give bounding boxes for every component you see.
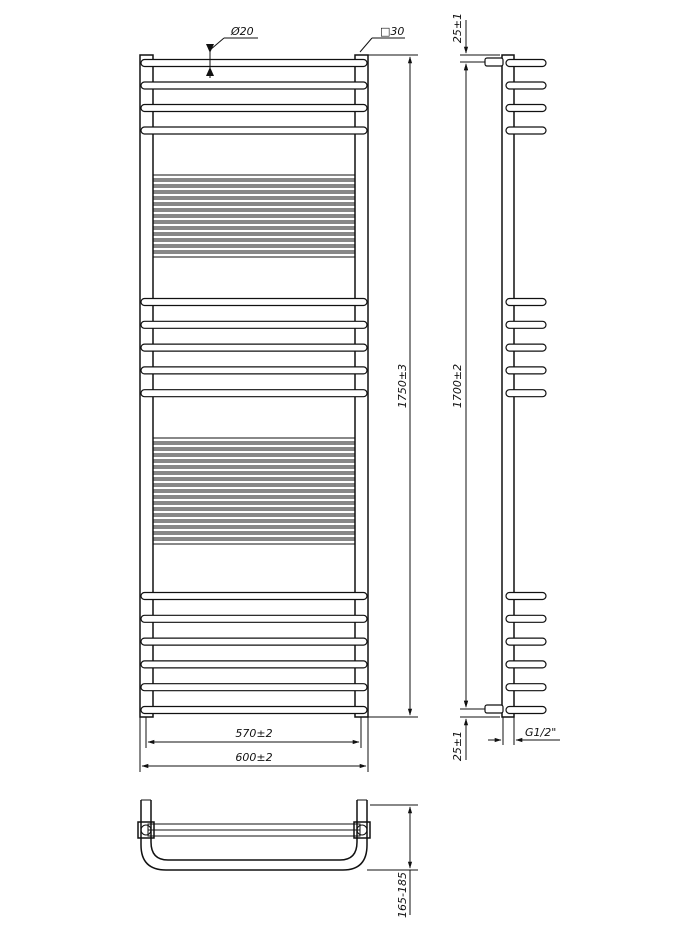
- dense-rail: [153, 444, 355, 448]
- dense-rail: [153, 468, 355, 472]
- towel-rail: [141, 615, 367, 622]
- side-rails: [506, 60, 546, 714]
- side-rail: [506, 661, 546, 668]
- dense-rail: [153, 504, 355, 508]
- top-offset-label: 25±1: [451, 12, 464, 44]
- side-rail: [506, 684, 546, 691]
- inner-width-dimension: [146, 717, 361, 748]
- dense-rail: [153, 522, 355, 526]
- side-rail: [506, 321, 546, 328]
- towel-rail: [141, 390, 367, 397]
- side-rail: [506, 127, 546, 134]
- thread-dimension: [488, 717, 560, 745]
- side-rail: [506, 299, 546, 306]
- front-rails: [141, 60, 367, 714]
- towel-rail: [141, 638, 367, 645]
- top-view: [138, 800, 370, 870]
- towel-rail: [141, 299, 367, 306]
- side-rail: [506, 638, 546, 645]
- dense-rail: [153, 492, 355, 496]
- dense-rail: [153, 516, 355, 520]
- side-rail: [506, 60, 546, 67]
- dense-rail: [153, 211, 355, 215]
- towel-rail: [141, 661, 367, 668]
- bottom-offset-label: 25±1: [451, 730, 464, 762]
- bottom-inlet-pipe: [485, 705, 503, 713]
- side-rail: [506, 367, 546, 374]
- inner-width-label: 570±2: [235, 727, 273, 740]
- dense-rail: [153, 510, 355, 514]
- towel-rail: [141, 321, 367, 328]
- dense-rail: [153, 462, 355, 466]
- dense-rail: [153, 187, 355, 191]
- dense-rail: [153, 438, 355, 442]
- dense-rail: [153, 235, 355, 239]
- dense-rail: [153, 480, 355, 484]
- thread-label: G1/2": [525, 726, 557, 739]
- side-rail: [506, 390, 546, 397]
- dense-rail: [153, 528, 355, 532]
- tube-diameter-callout: [206, 25, 258, 78]
- dense-rail: [153, 229, 355, 233]
- towel-rail: [141, 593, 367, 600]
- side-rail: [506, 344, 546, 351]
- side-rail: [506, 105, 546, 112]
- dense-rail: [153, 540, 355, 544]
- axis-height-label: 1700±2: [451, 363, 464, 409]
- towel-rail: [141, 60, 367, 67]
- side-view: [485, 55, 546, 717]
- side-rail: [506, 615, 546, 622]
- dense-rail: [153, 205, 355, 209]
- dense-rail: [153, 193, 355, 197]
- side-rail: [506, 707, 546, 714]
- side-rail: [506, 593, 546, 600]
- dense-rail: [153, 456, 355, 460]
- dense-rail: [153, 175, 355, 179]
- dense-rail: [153, 199, 355, 203]
- side-rail: [506, 82, 546, 89]
- towel-rail: [141, 684, 367, 691]
- dense-rail: [153, 450, 355, 454]
- dense-rail: [153, 223, 355, 227]
- dense-rail: [153, 474, 355, 478]
- total-height-label: 1750±3: [396, 363, 409, 409]
- dense-rail: [153, 217, 355, 221]
- dense-rail: [153, 534, 355, 538]
- dense-rail: [153, 253, 355, 257]
- towel-rail: [141, 105, 367, 112]
- dense-rail: [153, 498, 355, 502]
- collector-section-label: □30: [380, 25, 405, 38]
- dense-rail: [153, 181, 355, 185]
- dense-rail: [153, 486, 355, 490]
- outer-width-dimension: [140, 717, 368, 772]
- top-inlet-pipe: [485, 58, 503, 66]
- collector-section-callout: [360, 25, 405, 52]
- towel-rail: [141, 127, 367, 134]
- total-height-dimension: [368, 55, 418, 717]
- front-view: [140, 55, 368, 717]
- towel-rail: [141, 82, 367, 89]
- depth-dimension: [367, 805, 418, 918]
- tube-diameter-label: Ø20: [231, 25, 254, 38]
- towel-rail: [141, 367, 367, 374]
- dense-rail: [153, 241, 355, 245]
- towel-rail: [141, 344, 367, 351]
- towel-rail: [141, 707, 367, 714]
- dense-rail: [153, 247, 355, 251]
- outer-width-label: 600±2: [235, 751, 273, 764]
- axis-height-dimension: [451, 64, 466, 707]
- depth-label: 165-185: [396, 872, 409, 918]
